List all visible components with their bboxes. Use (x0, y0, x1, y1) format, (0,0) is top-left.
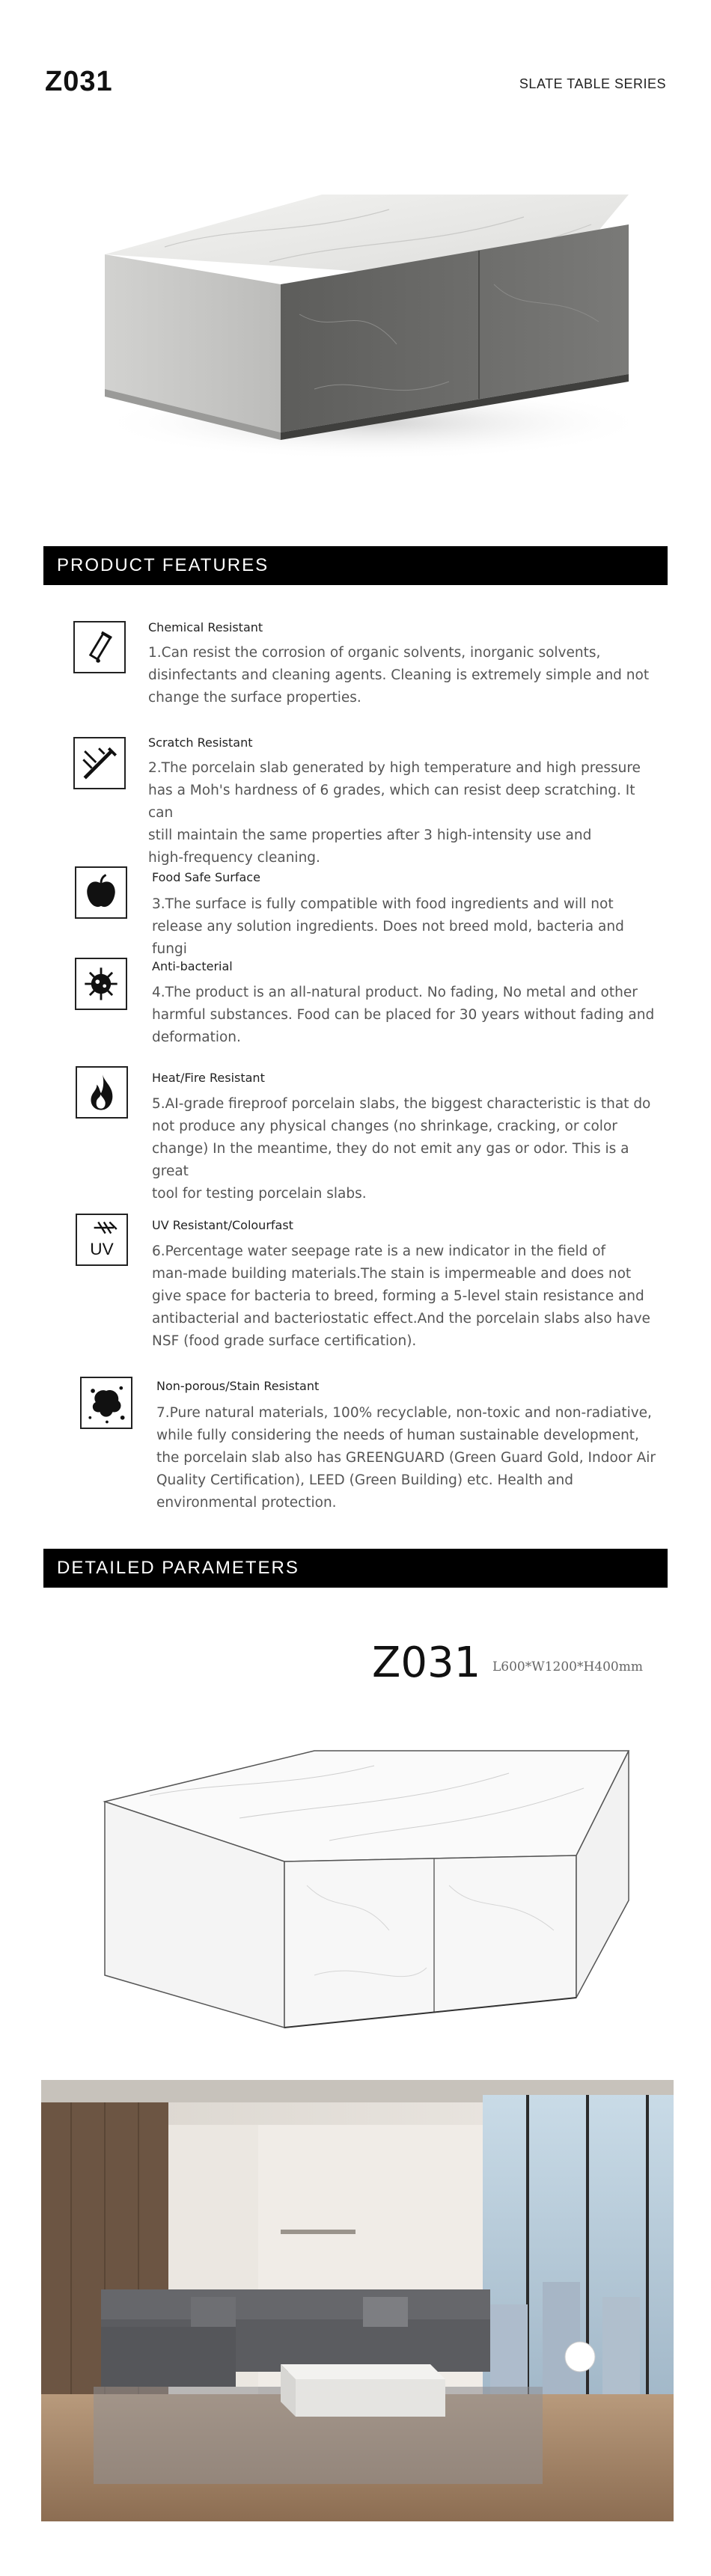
chemical-icon (73, 621, 126, 673)
feature-title: Scratch Resistant (148, 735, 253, 750)
param-dimensions: L600*W1200*H400mm (492, 1659, 643, 1674)
feature-title: Food Safe Surface (152, 870, 260, 884)
text-line: tool for testing porcelain slabs. (152, 1186, 367, 1202)
text-line: not produce any physical changes (no shrinkage, cracking, or color (152, 1119, 617, 1134)
feature-text (152, 982, 661, 1049)
feature-text (152, 1240, 661, 1353)
text-line: antibacterial and bacteriostatic effect.And the porcelain slabs also have (152, 1311, 650, 1327)
text-line: 2.The porcelain slab generated by high temperature and high pressure (148, 760, 641, 776)
detailed-parameters-bar: DETAILED PARAMETERS (43, 1549, 668, 1588)
scratch-icon (73, 737, 126, 789)
feature-text (152, 893, 661, 961)
text-line: give space for bacteria to breed, forming a 5-level stain resistance and (152, 1288, 644, 1304)
text-line: Quality Certification), LEED (Green Building) etc. Health and (156, 1472, 573, 1488)
feature-text (148, 642, 657, 709)
feature-title: Chemical Resistant (148, 620, 263, 634)
uv-icon (76, 1214, 128, 1266)
feature-text (156, 1402, 665, 1514)
series-label: SLATE TABLE SERIES (519, 76, 666, 91)
feature-text (148, 757, 657, 869)
text-line: still maintain the same properties after 3 high-intensity use and (148, 827, 592, 843)
product-line-drawing (90, 1736, 644, 2035)
bacteria-icon (75, 958, 127, 1010)
apple-icon (75, 866, 127, 919)
feature-title: Heat/Fire Resistant (152, 1071, 265, 1085)
model-title: Z031 (45, 66, 113, 97)
text-line: change the surface properties. (148, 690, 361, 706)
text-line: change) In the meantime, they do not emit any gas or odor. This is a great (152, 1141, 629, 1179)
text-line: man-made building materials.The stain is impermeable and does not (152, 1266, 632, 1282)
text-line: high-frequency cleaning. (148, 850, 320, 866)
text-line: has a Moh's hardness of 6 grades, which can resist deep scratching. It can (148, 783, 635, 821)
page-header (0, 0, 711, 112)
text-line: harmful substances. Food can be placed for 30 years without fading and (152, 1007, 655, 1023)
text-line: environmental protection. (156, 1495, 337, 1511)
feature-text (152, 1093, 661, 1205)
room-scene-image (41, 2080, 674, 2521)
feature-title: UV Resistant/Colourfast (152, 1218, 293, 1232)
feature-title: Non-porous/Stain Resistant (156, 1379, 320, 1393)
text-line: deformation. (152, 1030, 241, 1045)
text-line: while fully considering the needs of human sustainable development, (156, 1428, 639, 1443)
stain-icon (80, 1377, 132, 1429)
text-line: the porcelain slab also has GREENGUARD (Green Guard Gold, Indoor Air (156, 1450, 656, 1466)
text-line: NSF (food grade surface certification). (152, 1333, 417, 1349)
product-features-bar: PRODUCT FEATURES (43, 546, 668, 585)
uv-icon-label: UV (90, 1239, 114, 1258)
text-line: 7.Pure natural materials, 100% recyclable, non-toxic and non-radiative, (156, 1405, 652, 1421)
flame-icon (76, 1066, 128, 1119)
param-model: Z031 (372, 1639, 481, 1687)
text-line: release any solution ingredients. Does not breed mold, bacteria and fungi (152, 919, 624, 957)
feature-title: Anti-bacterial (152, 959, 233, 973)
text-line: disinfectants and cleaning agents. Cleaning is extremely simple and not (148, 667, 650, 683)
text-line: 1.Can resist the corrosion of organic solvents, inorganic solvents, (148, 645, 601, 661)
text-line: 6.Percentage water seepage rate is a new indicator in the field of (152, 1243, 606, 1259)
text-line: 3.The surface is fully compatible with food ingredients and will not (152, 896, 614, 912)
text-line: 4.The product is an all-natural product. No fading, No metal and other (152, 985, 638, 1000)
text-line: 5.AI-grade fireproof porcelain slabs, the biggest characteristic is that do (152, 1096, 651, 1112)
product-hero-image (75, 165, 659, 479)
